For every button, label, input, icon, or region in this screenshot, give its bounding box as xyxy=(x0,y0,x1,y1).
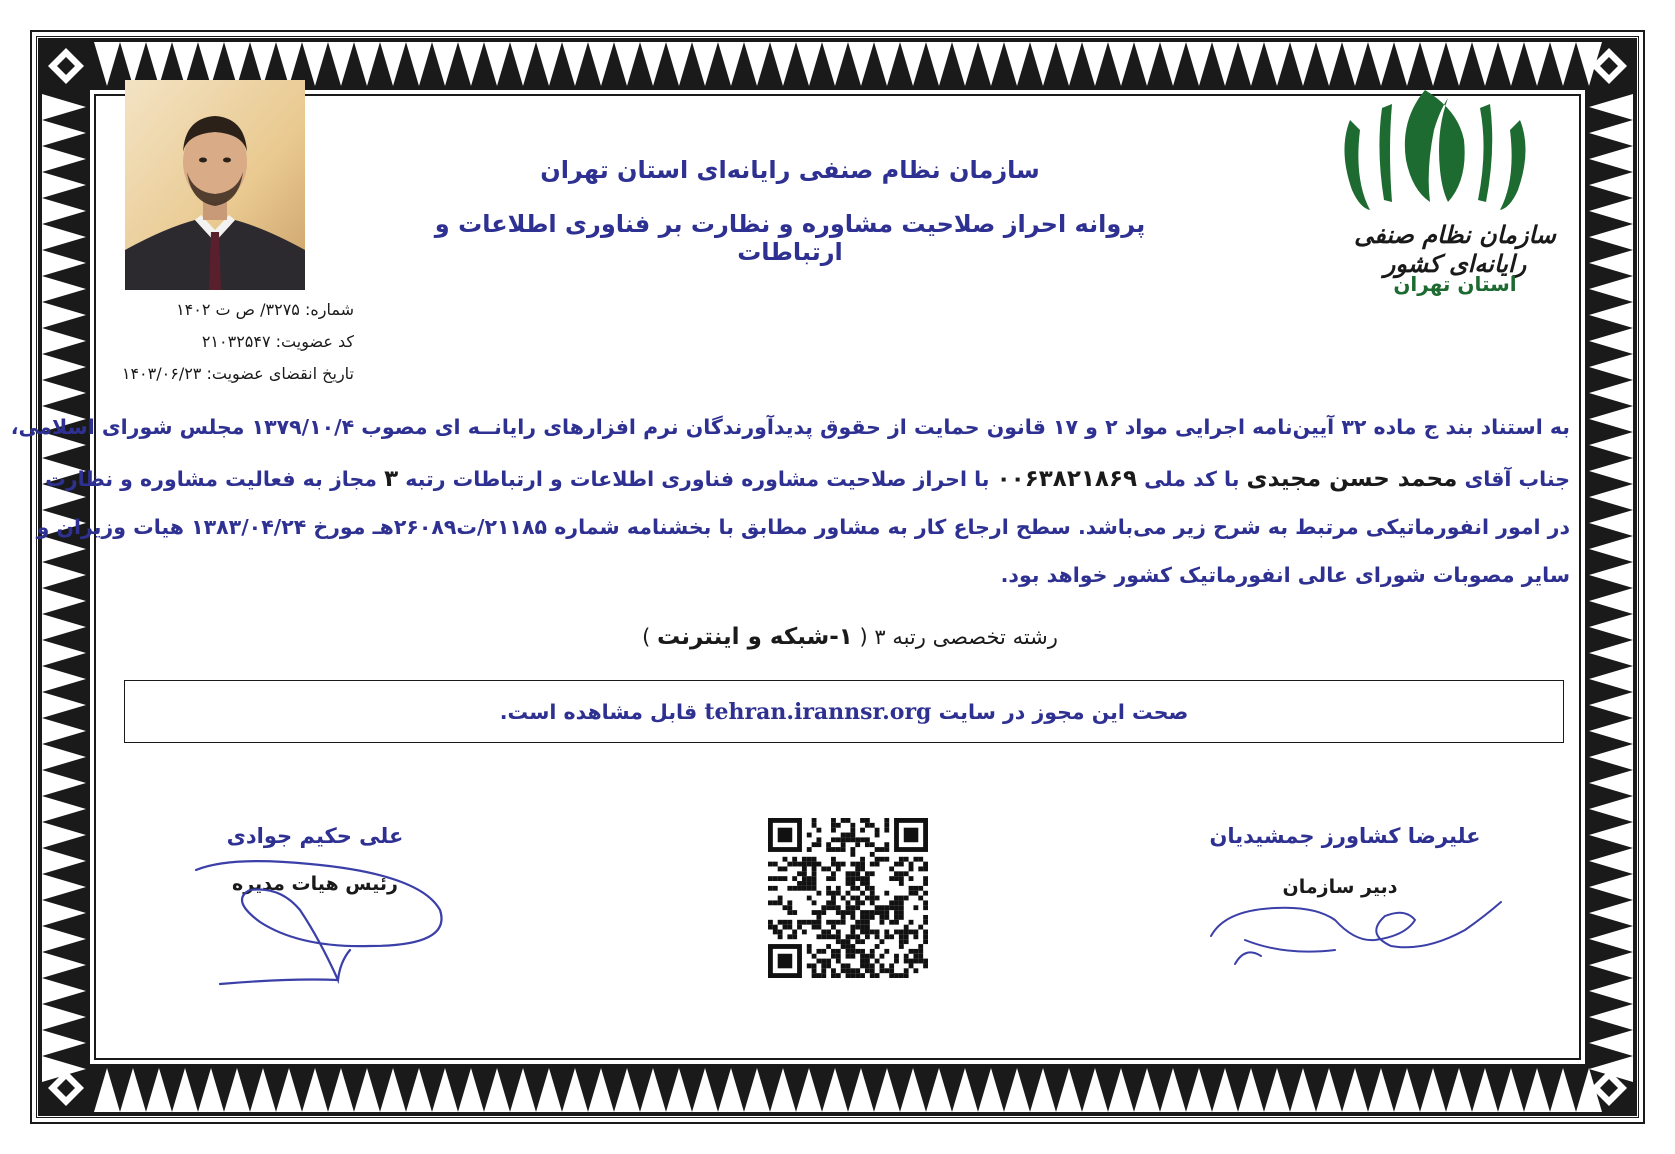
body-line-3: در امور انفورماتیکی مرتبط به شرح زیر می‌باشد. سطح ارجاع کار به مشاور مطابق با بخشنامه شماره ۲۱۱۸۵/ت۲۶۰۸۹هـ مورخ ۱۳۸۳/۰۴/۲۴ هیات وزیران و xyxy=(36,515,1570,539)
specialty-label: رشته تخصصی رتبه ۳ ( xyxy=(859,625,1058,649)
body-national-code-label: با کد ملی xyxy=(1144,467,1240,491)
membership-expiry xyxy=(96,364,354,383)
body-line-4: سایر مصوبات شورای عالی انفورماتیک کشور خواهد بود. xyxy=(1000,563,1570,587)
certificate-number-value: ۳۲۷۵/ ص ت ۱۴۰۲ xyxy=(176,300,300,319)
certificate-number xyxy=(96,300,354,319)
verification-qr-code[interactable] xyxy=(768,818,928,978)
specialty-value: ۱-شبکه و اینترنت xyxy=(656,624,853,650)
certificate-number-label: شماره: xyxy=(304,300,354,319)
membership-code-value: ۲۱۰۳۲۵۴۷ xyxy=(201,332,271,351)
certificate-title: پروانه احراز صلاحیت مشاوره و نظارت بر فناوری اطلاعات و ارتباطات xyxy=(434,210,1146,266)
membership-code xyxy=(96,332,354,351)
membership-code-label: کد عضویت: xyxy=(275,332,354,351)
body-line-1: به استناد بند ج ماده ۳۲ آیین‌نامه اجرایی مواد ۲ و ۱۷ قانون حمایت از حقوق پدیدآورندگان نرم افزارهای رایانــه ای مصوب ۱۳۷۹/۱۰/۴ مجلس شورای اسلامی، xyxy=(10,415,1570,439)
right-signature-scribble xyxy=(1205,880,1505,970)
body-line-2 xyxy=(45,466,1570,492)
portrait-photo-icon xyxy=(125,80,305,290)
verification-box xyxy=(124,680,1564,743)
membership-expiry-value: ۱۴۰۳/۰۶/۲۳ xyxy=(121,364,202,383)
membership-expiry-label: تاریخ انقضای عضویت: xyxy=(206,364,354,383)
left-signatory-role: رئیس هیات مدیره xyxy=(232,873,398,895)
right-signatory-name: علیرضا کشاورز جمشیدیان xyxy=(1209,824,1481,848)
left-signatory-name: علی حکیم جوادی xyxy=(226,824,404,848)
specialty-close: ) xyxy=(642,625,651,649)
right-signatory-role: دبیر سازمان xyxy=(1282,876,1398,898)
body-prefix-mr: جناب آقای xyxy=(1464,467,1570,491)
verification-suffix: قابل مشاهده است. xyxy=(499,699,698,724)
verification-prefix: صحت این مجوز در سایت xyxy=(938,699,1189,724)
rank-value: ۳ xyxy=(384,466,399,492)
qr-code-icon xyxy=(768,818,928,978)
logo-text: سازمان نظام صنفی رایانه‌ای کشور xyxy=(1354,220,1556,278)
organization-logo xyxy=(1330,90,1580,320)
left-signature-scribble xyxy=(190,850,460,990)
organization-name: سازمان نظام صنفی رایانه‌ای استان تهران xyxy=(540,156,1040,184)
specialty-line xyxy=(500,624,1200,650)
body-permission-text: مجاز به فعالیت مشاوره و نظارت xyxy=(45,467,377,491)
logo-emblem-icon xyxy=(1330,90,1580,220)
portrait-photo xyxy=(125,80,305,290)
national-code: ۰۰۶۳۸۲۱۸۶۹ xyxy=(996,466,1138,492)
logo-subtitle: استان تهران xyxy=(1393,272,1517,296)
verification-site-link[interactable]: tehran.irannsr.org xyxy=(704,698,932,725)
body-qualification-text: با احراز صلاحیت مشاوره فناوری اطلاعات و ارتباطات رتبه xyxy=(405,467,990,491)
person-name: محمد حسن مجیدی xyxy=(1246,466,1458,492)
